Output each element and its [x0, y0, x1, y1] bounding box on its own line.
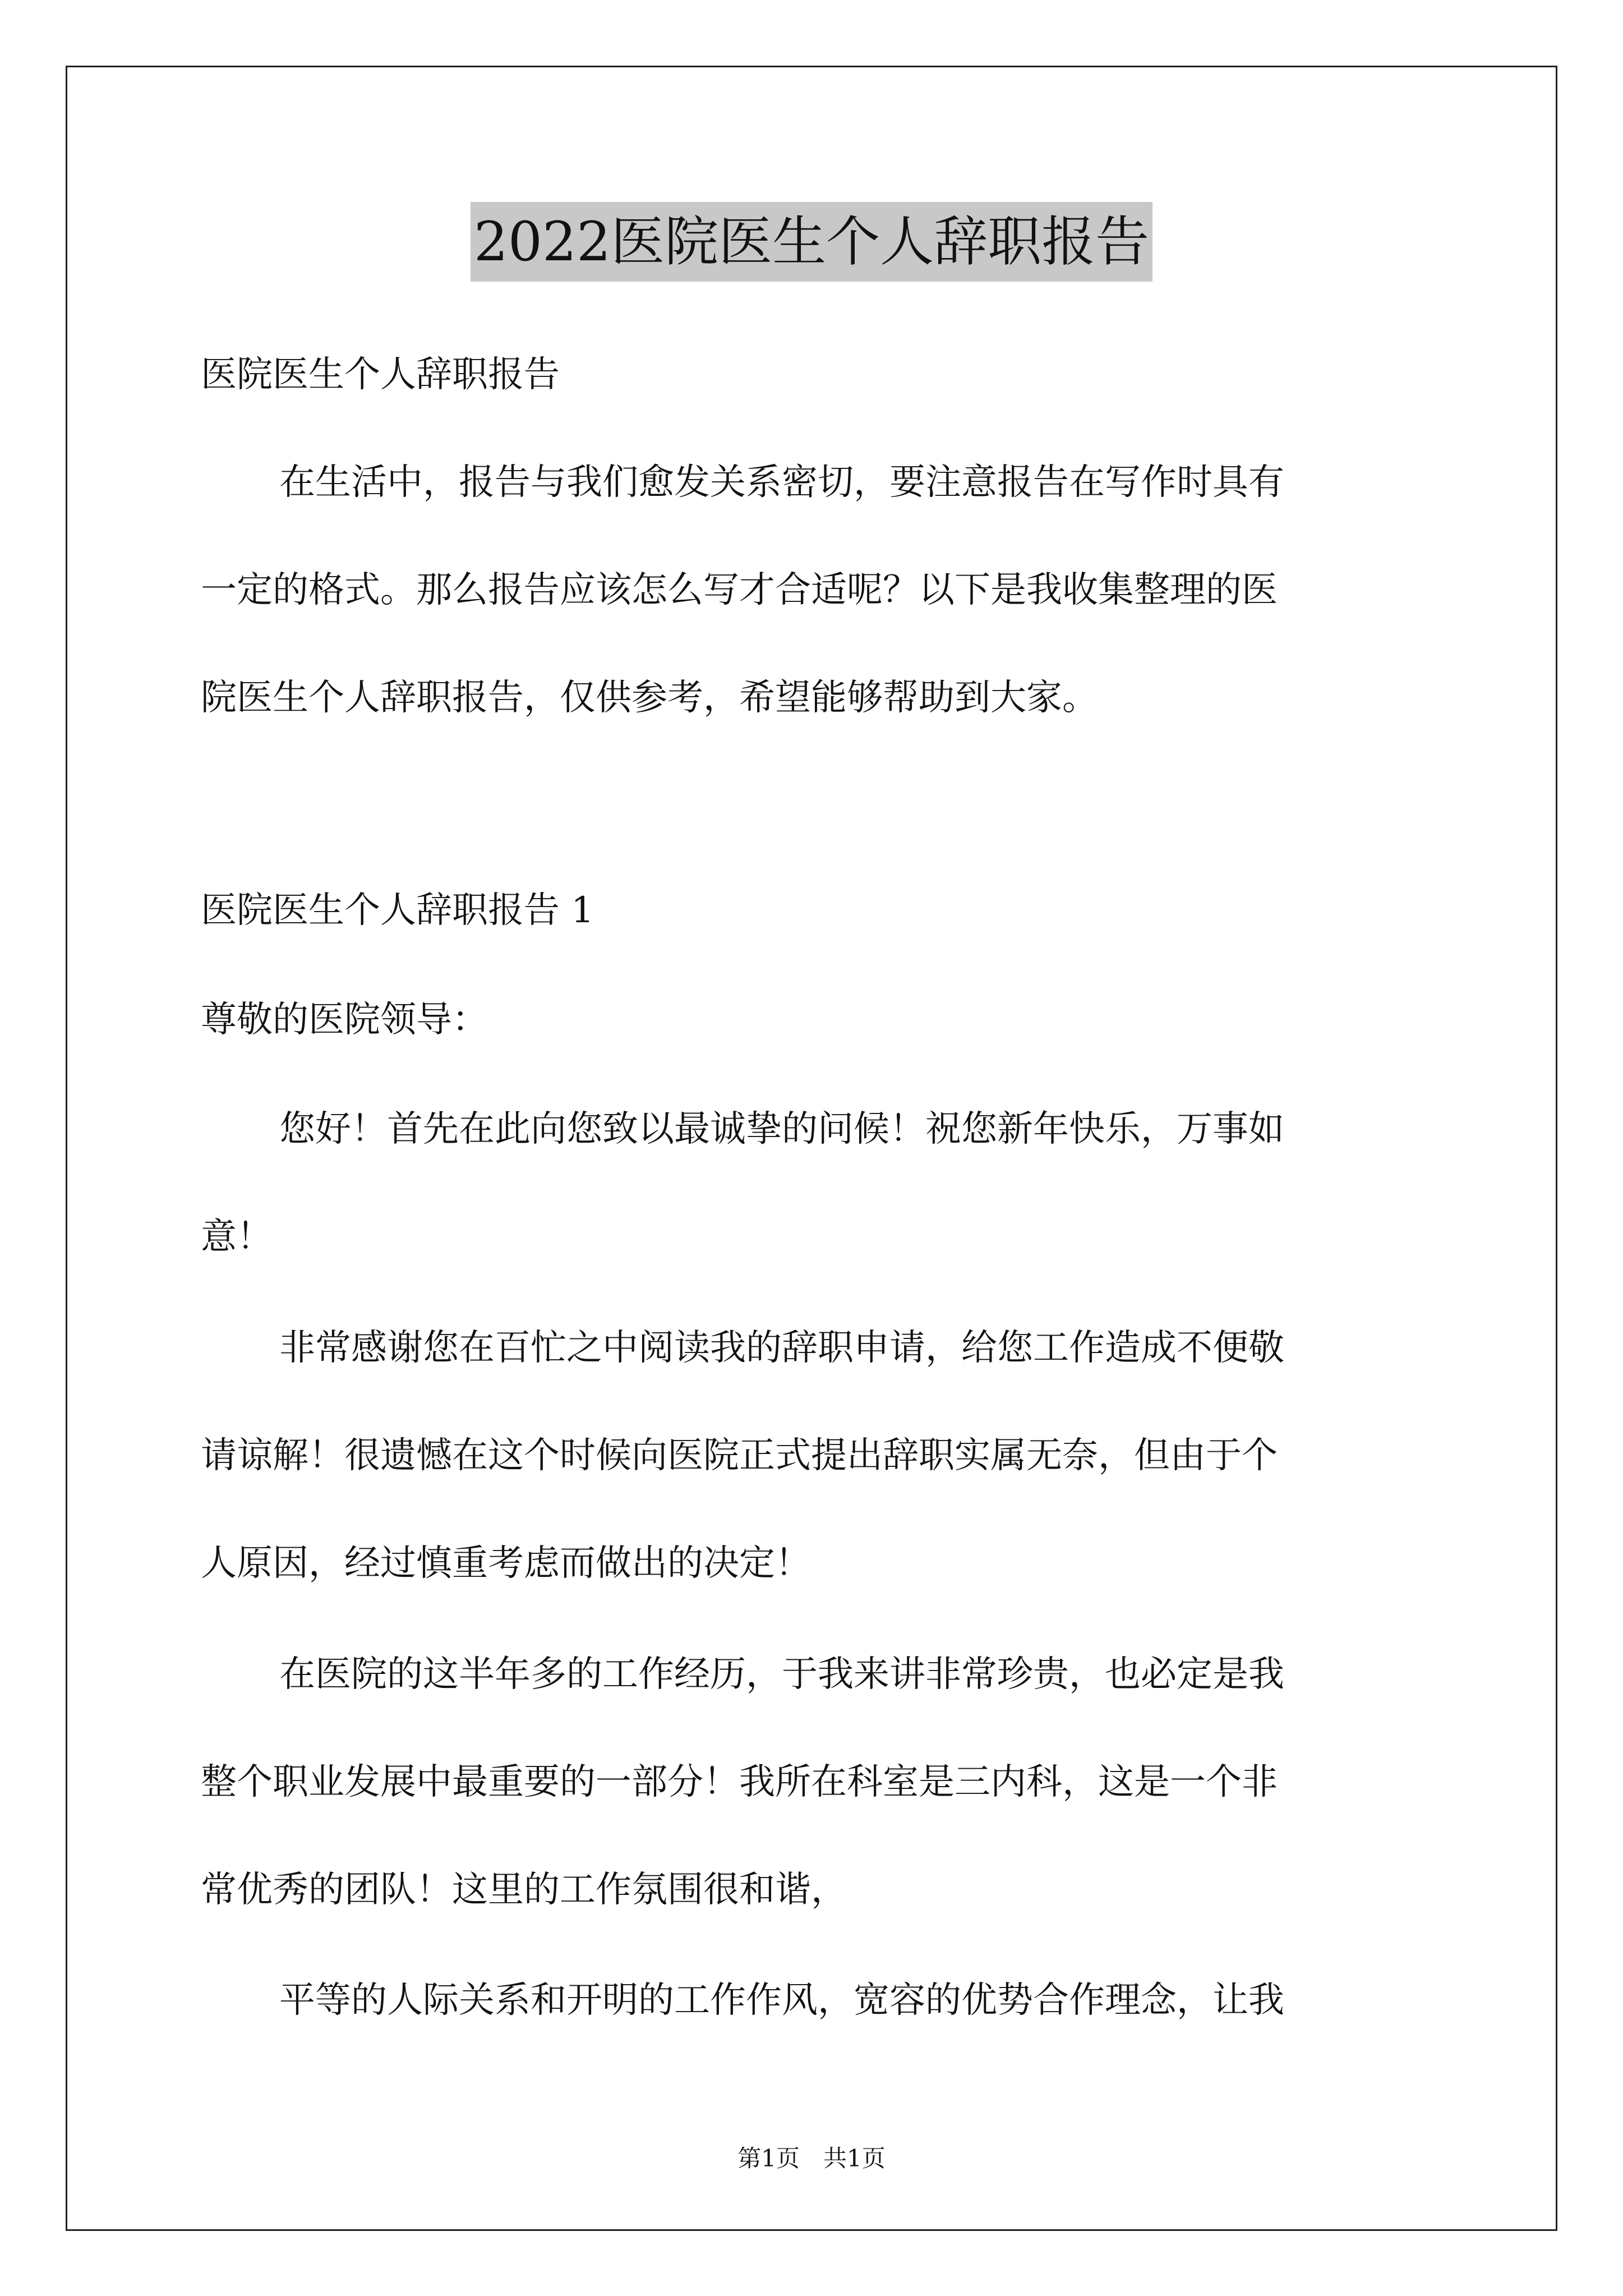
title-container — [0, 202, 1623, 282]
paragraph-2-line-3: 人原因，经过慎重考虑而做出的决定！ — [201, 1543, 811, 1584]
salutation: 尊敬的医院领导： — [201, 999, 488, 1041]
paragraph-2-line-1: 非常感谢您在百忙之中阅读我的辞职申请，给您工作造成不便敬 — [279, 1327, 1284, 1369]
paragraph-1-line-2: 意！ — [201, 1216, 273, 1258]
paragraph-3-line-3: 常优秀的团队！这里的工作氛围很和谐， — [201, 1869, 847, 1911]
intro-line-1: 在生活中，报告与我们愈发关系密切，要注意报告在写作时具有 — [279, 462, 1284, 503]
intro-line-2: 一定的格式。那么报告应该怎么写才合适呢？以下是我收集整理的医 — [201, 569, 1278, 611]
subtitle: 医院医生个人辞职报告 — [201, 354, 560, 395]
paragraph-1-line-1: 您好！首先在此向您致以最诚挚的问候！祝您新年快乐，万事如 — [279, 1108, 1284, 1150]
paragraph-4-line-1: 平等的人际关系和开明的工作作风，宽容的优势合作理念，让我 — [279, 1980, 1284, 2021]
paragraph-3-line-2: 整个职业发展中最重要的一部分！我所在科室是三内科，这是一个非 — [201, 1761, 1278, 1803]
intro-line-3: 院医生个人辞职报告，仅供参考，希望能够帮助到大家。 — [201, 677, 1098, 719]
document-title: 2022医院医生个人辞职报告 — [471, 202, 1152, 282]
page-footer: 第1页 共1页 — [737, 2145, 886, 2172]
paragraph-2-line-2: 请谅解！很遗憾在这个时候向医院正式提出辞职实属无奈，但由于个 — [201, 1435, 1278, 1476]
section-heading: 医院医生个人辞职报告 1 — [201, 890, 594, 931]
paragraph-3-line-1: 在医院的这半年多的工作经历，于我来讲非常珍贵，也必定是我 — [279, 1654, 1284, 1695]
